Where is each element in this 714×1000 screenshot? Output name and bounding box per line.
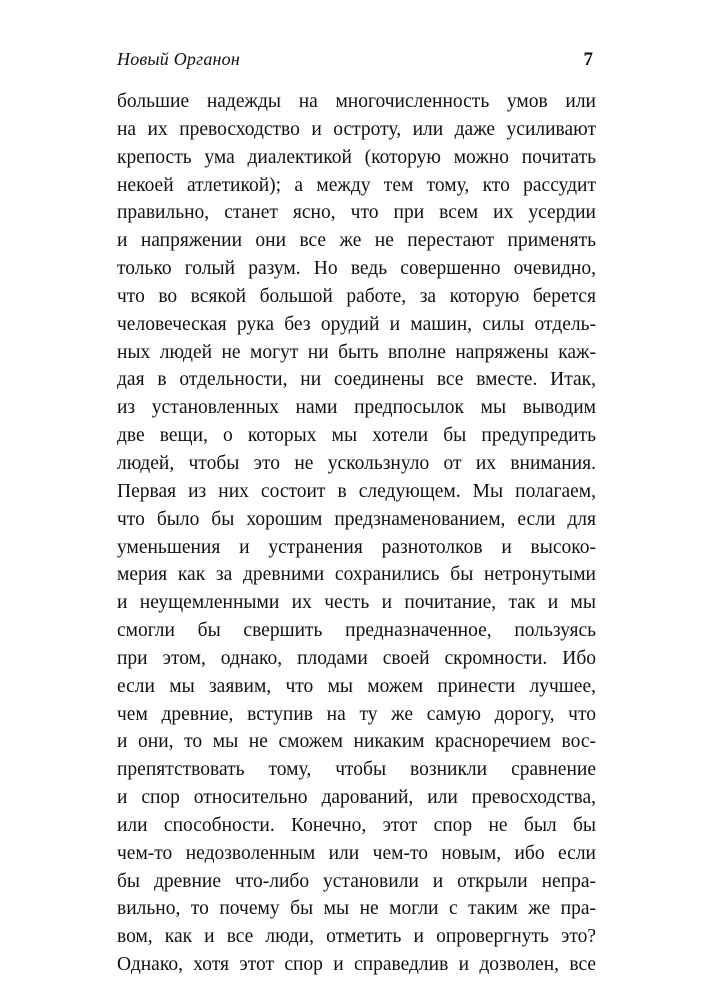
text-line: уменьшения и устранения разнотолков и высоко- xyxy=(117,536,596,558)
text-line: из установленных нами предпосылок мы выводим xyxy=(117,397,596,419)
text-line: чем-то недозволенным или чем-то новым, ибо если xyxy=(117,842,596,864)
text-line: вом, как и все люди, отметить и опровергнуть это? xyxy=(117,926,596,948)
running-title: Новый Органон xyxy=(117,49,240,69)
text-line: и напряжении они все же не перестают применять xyxy=(117,230,596,252)
text-line: и спор относительно дарований, или превосходства, xyxy=(117,787,596,809)
text-line: большие надежды на многочисленность умов или xyxy=(117,91,596,112)
text-line: препятствовать тому, чтобы возникли сравнение xyxy=(117,759,596,781)
text-line: только голый разум. Но ведь совершенно очевидно, xyxy=(117,258,596,280)
text-line: правильно, станет ясно, что при всем их усердии xyxy=(117,202,596,224)
text-line: на их превосходство и остроту, или даже усиливают xyxy=(117,118,596,140)
text-line: вильно, то почему бы мы не могли с таким же пра- xyxy=(117,898,596,920)
text-line: чем древние, вступив на ту же самую дорогу, что xyxy=(117,703,596,725)
body-text xyxy=(117,88,596,979)
text-line: человеческая рука без орудий и машин, силы отдель- xyxy=(117,313,596,335)
text-line: людей, чтобы это не ускользнуло от их внимания. xyxy=(117,452,596,474)
text-line: смогли бы свершить предназначенное, пользуясь xyxy=(117,620,596,642)
text-line: если мы заявим, что мы можем принести лучшее, xyxy=(117,675,596,697)
text-line: крепость ума диалектикой (которую можно почитать xyxy=(117,146,596,168)
text-line: Однако, хотя этот спор и справедлив и дозволен, все xyxy=(117,954,596,976)
text-line: и они, то мы не сможем никаким красноречием вос- xyxy=(117,731,596,753)
text-line: ных людей не могут ни быть вполне напряжены каж- xyxy=(117,341,596,363)
text-line: что было бы хорошим предзнаменованием, если для xyxy=(117,508,596,530)
page-number: 7 xyxy=(583,49,593,70)
text-line: бы древние что-либо установили и открыли непра- xyxy=(117,870,596,892)
text-line: или способности. Конечно, этот спор не был бы xyxy=(117,814,596,836)
text-line: что во всякой большой работе, за которую берется xyxy=(117,285,596,307)
text-line: при этом, однако, плодами своей скромности. Ибо xyxy=(117,647,596,669)
text-line: мерия как за древними сохранились бы нетронутыми xyxy=(117,564,596,586)
text-line: и неущемленными их честь и почитание, так и мы xyxy=(117,592,596,614)
page-header xyxy=(117,49,593,75)
text-line: Первая из них состоит в следующем. Мы полагаем, xyxy=(117,480,596,502)
text-line: дая в отдельности, ни соединены все вместе. Итак, xyxy=(117,369,596,391)
text-line: некоей атлетикой); а между тем тому, кто рассудит xyxy=(117,174,596,196)
text-line: две вещи, о которых мы хотели бы предупредить xyxy=(117,425,596,447)
